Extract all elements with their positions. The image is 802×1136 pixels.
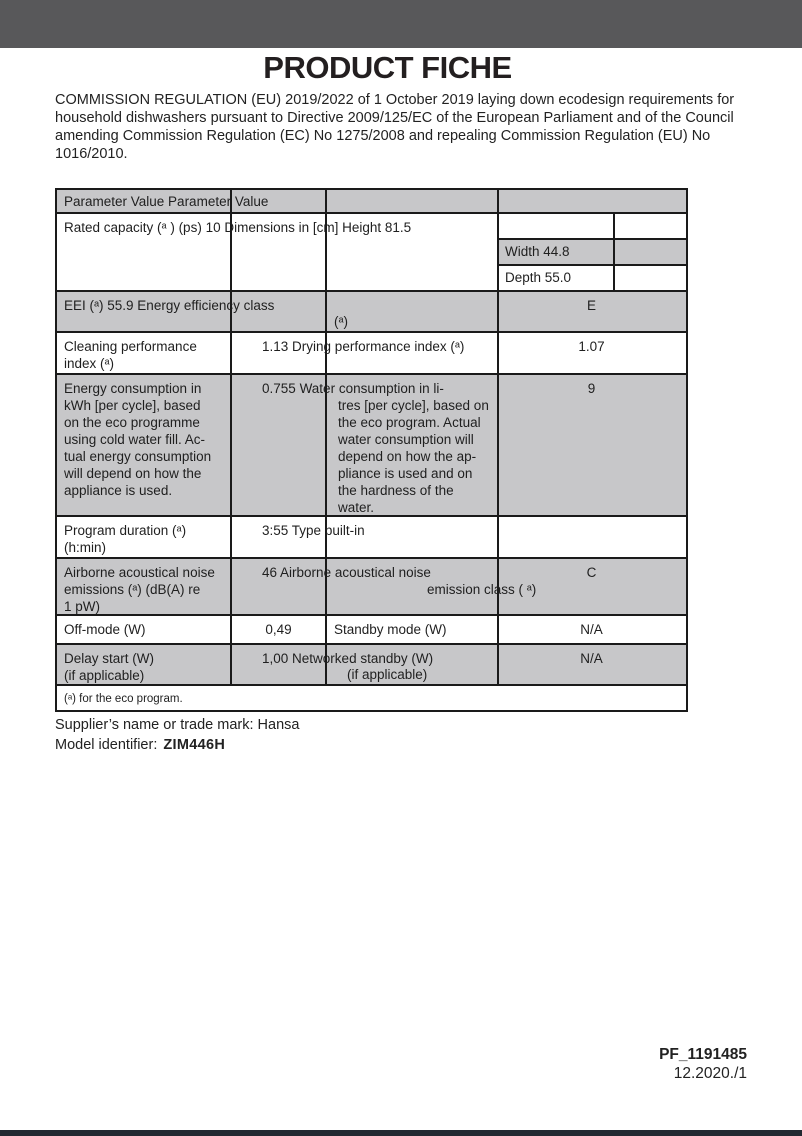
subcolumn-divider: [613, 214, 615, 290]
column-divider: [325, 190, 327, 212]
model-identifier-value: ZIM446H: [163, 736, 226, 753]
row-rated-capacity: [57, 214, 686, 292]
row-footnote: [57, 686, 686, 710]
cleaning-value: 1.13: [262, 339, 289, 354]
standby-label: Standby mode (W): [334, 622, 447, 637]
regulation-paragraph: COMMISSION REGULATION (EU) 2019/2022 of 1 October 2019 laying down ecodesign requirements for household dishwashers pursuant to Directive 2009/125/EC of the European Parliament and of the Council amending Commission Regulation (EC) No 1275/2008 and repealing Commission Regulation (EU) No 1016/2010.: [55, 92, 735, 162]
depth-cell-label: Depth 55.0: [505, 270, 572, 285]
noise-class-value: C: [586, 565, 597, 580]
standby-value: N/A: [580, 622, 603, 637]
column-divider: [325, 292, 327, 331]
page-title: PRODUCT FICHE: [263, 50, 512, 85]
table-header-row: [57, 190, 686, 214]
subrow-divider: [497, 238, 686, 240]
supplier-block: [55, 716, 299, 755]
noise-class-label-line2: emission class ( ᵃ): [427, 582, 537, 597]
eei-text: EEI (ᵃ) 55.9 Energy efficiency class: [64, 298, 275, 313]
program-value-run: [262, 522, 365, 539]
energy-value-run: [262, 380, 583, 516]
cleaning-label: Cleaning performance index (ᵃ): [64, 339, 197, 371]
product-fiche-table: [55, 188, 688, 712]
row-energy-consumption: [57, 375, 686, 517]
networked-standby-value: N/A: [580, 651, 603, 666]
offmode-value: 0,49: [265, 622, 292, 637]
noise-class-label-line1: Airborne acoustical noise: [280, 565, 431, 580]
document-id-block: [659, 1045, 747, 1083]
program-duration-label: Program duration (ᵃ) (h:min): [64, 523, 187, 555]
drying-label: Drying performance index (ᵃ): [292, 339, 465, 354]
doc-number: PF_1191485: [659, 1046, 747, 1063]
model-identifier-line: [55, 736, 299, 756]
subrow-divider: [497, 264, 686, 266]
energy-label: Energy consumption in kWh [per cycle], based on the eco programme using cold water fill. Ac- tual energy consumption will depend on how the appliance is used.: [64, 381, 212, 498]
drying-value: 1.07: [578, 339, 605, 354]
cleaning-value-run: [262, 338, 507, 355]
noise-value-run: [262, 564, 431, 581]
supplier-name-line: Supplier’s name or trade mark: Hansa: [55, 717, 300, 733]
type-label: Type: [291, 523, 322, 538]
row-program-duration: [57, 517, 686, 559]
offmode-label: Off-mode (W): [64, 622, 146, 637]
delay-value: 1,00: [262, 651, 289, 666]
top-bar: [0, 0, 802, 48]
row-airborne-noise: [57, 559, 686, 616]
duration-value: 3:55: [262, 523, 289, 538]
delay-label: Delay start (W) (if applicable): [64, 651, 155, 683]
bottom-bar: [0, 1130, 802, 1136]
table-header-text: Parameter Value Parameter Value: [64, 194, 269, 209]
table-footnote: (ᵃ) for the eco program.: [64, 693, 183, 705]
water-label: Water consumption in li- tres [per cycle], based on the eco program. Actual water consumption will depend on how the ap- pliance is used and on the hardness of the water.: [299, 381, 489, 515]
row-off-mode: [57, 616, 686, 645]
column-divider: [230, 517, 232, 557]
column-divider: [497, 214, 499, 290]
water-value: 9: [587, 381, 596, 396]
delay-value-run: [262, 650, 433, 667]
energy-value: 0.755: [262, 381, 296, 396]
row-delay-start: [57, 645, 686, 686]
column-divider: [230, 645, 232, 684]
noise-label: Airborne acoustical noise emissions (ᵃ) (dB(A) re 1 pW): [64, 565, 215, 614]
doc-version: 12.2020./1: [673, 1065, 747, 1082]
row-cleaning-performance: [57, 333, 686, 375]
column-divider: [497, 517, 499, 557]
eei-footnote-mark: (ᵃ): [334, 314, 349, 329]
column-divider: [325, 616, 327, 643]
column-divider: [230, 333, 232, 373]
type-value: built-in: [324, 523, 365, 538]
rated-capacity-text: Rated capacity (ᵃ ) (ps) 10 Dimensions in [cm] Height 81.5: [64, 220, 412, 235]
energy-class-value: E: [586, 298, 596, 313]
noise-value: 46: [262, 565, 278, 580]
networked-standby-label-line1: Networked standby (W): [292, 651, 434, 666]
width-cell-label: Width 44.8: [505, 244, 570, 259]
row-eei: [57, 292, 686, 333]
model-identifier-label: Model identifier:: [55, 736, 158, 753]
column-divider: [497, 190, 499, 212]
networked-standby-label-line2: (if applicable): [347, 667, 428, 682]
dimensions-subgrid: [497, 214, 686, 290]
